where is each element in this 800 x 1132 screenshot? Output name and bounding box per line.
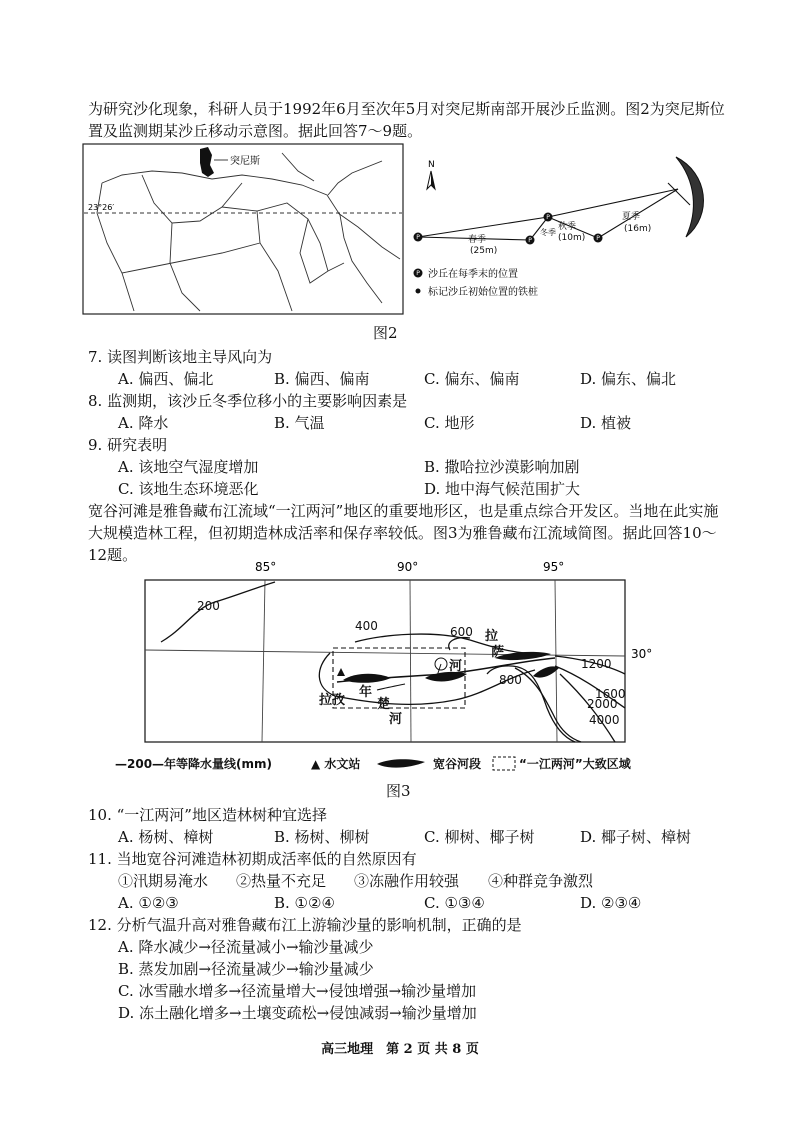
yarlung-tsangpo-map [115, 558, 675, 780]
q9-option-a[interactable]: A. 该地空气湿度增加 [118, 458, 259, 476]
figure-3-caption: 图3 [386, 782, 411, 800]
season-autumn: 秋季 [558, 222, 577, 232]
iron-stake-icon [416, 289, 421, 294]
legend-isoline: —200—年等降水量线(mm) [115, 757, 273, 771]
q7-option-c[interactable]: C. 偏东、偏南 [424, 370, 520, 388]
p-marker-1: P [416, 234, 420, 241]
legend-region-icon [493, 757, 515, 770]
question-9-stem: 9. 研究表明 [88, 436, 168, 454]
q8-option-c[interactable]: C. 地形 [424, 414, 475, 432]
q11-option-c[interactable]: C. ①③④ [424, 894, 485, 912]
iso-800: 800 [499, 673, 522, 687]
place-la: 拉 [485, 629, 499, 644]
lon-90: 90° [397, 560, 419, 574]
season-autumn-dist: (10m) [558, 233, 586, 243]
q10-option-b[interactable]: B. 杨树、柳树 [274, 828, 370, 846]
figure-2-caption: 图2 [373, 324, 398, 342]
question-12-stem: 12. 分析气温升高对雅鲁藏布江上游输沙量的影响机制，正确的是 [88, 916, 522, 934]
legend-p-marker: P [416, 270, 420, 277]
page-footer: 高三地理 第 2 页 共 8 页 [321, 1042, 479, 1057]
place-chu: 楚 [377, 697, 391, 712]
q7-option-d[interactable]: D. 偏东、偏北 [580, 370, 677, 388]
q11-item-2: ②热量不充足 [236, 872, 327, 890]
legend-p-text: 沙丘在每季末的位置 [428, 269, 518, 280]
lon-85: 85° [255, 560, 277, 574]
legend-region: “一江两河”大致区域 [519, 757, 631, 771]
q10-option-a[interactable]: A. 杨树、樟树 [118, 828, 214, 846]
p-marker-3: P [528, 237, 532, 244]
season-summer: 夏季 [622, 212, 641, 222]
p-marker-2: P [546, 214, 550, 221]
north-label: N [428, 160, 435, 170]
place-he-2: 河 [389, 712, 403, 727]
tropic-label: 23°26′ [88, 203, 115, 212]
q12-option-c[interactable]: C. 冰雪融水增多→径流量增大→侵蚀增强→输沙量增加 [118, 982, 477, 1000]
q7-option-a[interactable]: A. 偏西、偏北 [118, 370, 214, 388]
iso-2000: 2000 [587, 697, 618, 711]
legend-dot-text: 标记沙丘初始位置的铁桩 [428, 287, 538, 298]
q11-option-a[interactable]: A. ①②③ [118, 894, 179, 912]
iso-600: 600 [450, 625, 473, 639]
iso-200: 200 [197, 599, 220, 613]
q7-option-b[interactable]: B. 偏西、偏南 [274, 370, 370, 388]
q12-option-d[interactable]: D. 冻土融化增多→土壤变疏松→侵蚀减弱→输沙量增加 [118, 1004, 477, 1022]
africa-map [82, 143, 404, 315]
season-winter: 冬季 [540, 228, 556, 237]
lon-95: 95° [543, 560, 565, 574]
q11-option-d[interactable]: D. ②③④ [580, 894, 642, 912]
dune-movement-diagram [408, 145, 718, 317]
p-marker-4: P [596, 235, 600, 242]
q12-option-a[interactable]: A. 降水减少→径流量减小→输沙量减少 [118, 938, 374, 956]
legend-valley: 宽谷河段 [433, 757, 482, 771]
season-summer-dist: (16m) [624, 224, 652, 234]
intro-paragraph-1: 为研究沙化现象，科研人员于1992年6月至次年5月对突尼斯南部开展沙丘监测。图2为突尼斯位置及监测期某沙丘移动示意图。据此回答7～9题。 [88, 100, 725, 140]
q10-option-c[interactable]: C. 柳树、椰子树 [424, 828, 535, 846]
place-nian: 年 [359, 685, 373, 700]
iso-1600: 1600 [595, 687, 626, 701]
place-sa: 萨 [491, 645, 505, 660]
q11-option-b[interactable]: B. ①②④ [274, 894, 335, 912]
season-spring: 春季 [468, 235, 487, 245]
iso-400: 400 [355, 619, 378, 633]
q8-option-a[interactable]: A. 降水 [118, 414, 169, 432]
q9-option-c[interactable]: C. 该地生态环境恶化 [118, 480, 259, 498]
q12-option-b[interactable]: B. 蒸发加剧→径流量减少→输沙量减少 [118, 960, 374, 978]
iso-4000: 4000 [589, 713, 620, 727]
lat-30: 30° [631, 647, 653, 661]
q9-option-d[interactable]: D. 地中海气候范围扩大 [424, 480, 581, 498]
q11-item-4: ④种群竞争激烈 [488, 872, 594, 890]
q8-option-b[interactable]: B. 气温 [274, 414, 325, 432]
question-11-stem: 11. 当地宽谷河滩造林初期成活率低的自然原因有 [88, 850, 417, 868]
q8-option-d[interactable]: D. 植被 [580, 414, 632, 432]
q9-option-b[interactable]: B. 撒哈拉沙漠影响加剧 [424, 458, 580, 476]
intro-paragraph-2: 宽谷河滩是雅鲁藏布江流域“一江两河”地区的重要地形区，也是重点综合开发区。当地在此实施大规模造林工程，但初期造林成活率和保存率较低。图3为雅鲁藏布江流域简图。据此回答10～12题。 [88, 502, 719, 564]
place-he: 河 [449, 659, 463, 674]
q10-option-d[interactable]: D. 椰子树、樟树 [580, 828, 692, 846]
question-10-stem: 10. “一江两河”地区造林树种宜选择 [88, 806, 327, 824]
season-spring-dist: (25m) [470, 246, 498, 256]
tunisia-label: 突尼斯 [230, 156, 260, 167]
question-8-stem: 8. 监测期，该沙丘冬季位移小的主要影响因素是 [88, 392, 408, 410]
question-7-stem: 7. 读图判断该地主导风向为 [88, 348, 273, 366]
iso-1200: 1200 [581, 657, 612, 671]
q11-item-1: ①汛期易淹水 [118, 872, 209, 890]
q11-item-3: ③冻融作用较强 [354, 872, 460, 890]
legend-valley-icon [377, 759, 425, 767]
legend-station: ▲ 水文站 [311, 757, 361, 771]
place-lazi: 拉孜 [319, 693, 346, 708]
